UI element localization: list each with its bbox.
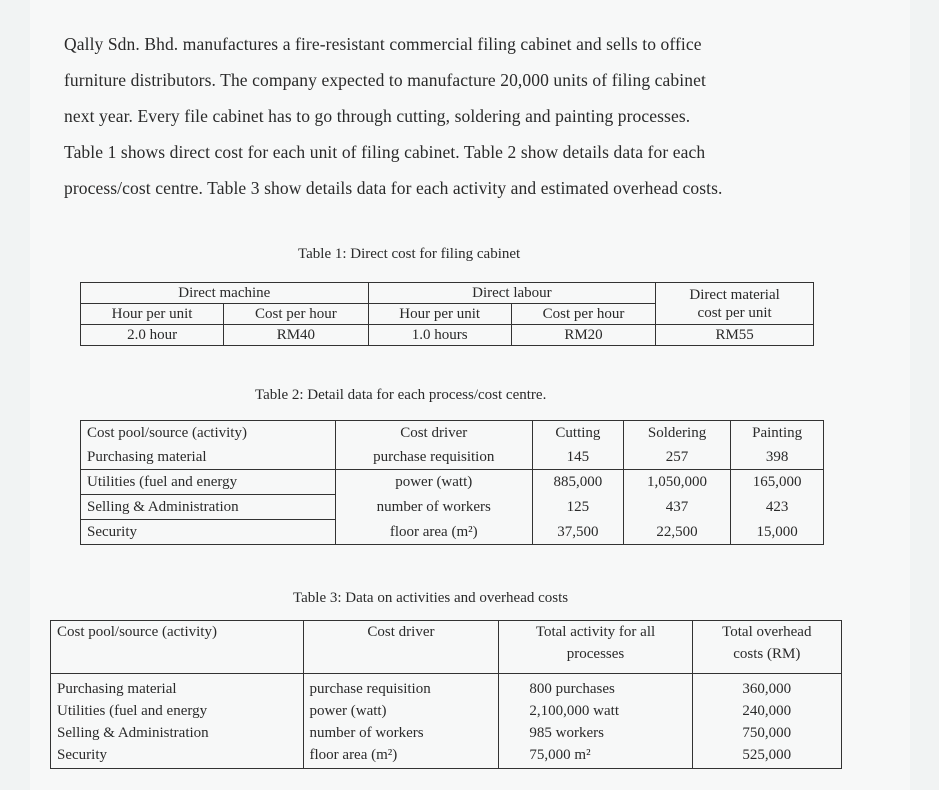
table-row [51, 674, 842, 769]
table1-cell: 1.0 hours [368, 325, 511, 346]
table2-cell: 423 [731, 495, 824, 520]
table2-cell: purchase requisition [335, 445, 532, 470]
table3-cell: 360,000 [742, 681, 792, 697]
table2-cell: 885,000 [532, 470, 623, 495]
table1-caption: Table 1: Direct cost for filing cabinet [298, 246, 521, 262]
table2-cell: 15,000 [731, 520, 824, 545]
table2-cell: 437 [623, 495, 730, 520]
intro-line: process/cost centre. Table 3 show details data for each activity and estimated overhead costs. [64, 178, 723, 198]
table2-header: Cost driver [335, 421, 532, 446]
table3-header: Cost pool/source (activity) [51, 621, 304, 674]
table1-group-header: Direct labour [368, 283, 656, 304]
table2-cell: 125 [532, 495, 623, 520]
table1-cell: RM40 [224, 325, 368, 346]
table1-group-header-material [656, 283, 814, 325]
table1-material-line: Direct material [689, 286, 780, 303]
table2-cell: 1,050,000 [623, 470, 730, 495]
table2-cell: Utilities (fuel and energy [81, 470, 336, 495]
table2-cell: floor area (m²) [335, 520, 532, 545]
table1-sub-header: Hour per unit [81, 304, 224, 325]
table2-process-data [80, 420, 824, 545]
table2-cell: Selling & Administration [81, 495, 336, 520]
table-header-row [81, 421, 824, 446]
intro-line: furniture distributors. The company expected to manufacture 20,000 units of filing cabinet [64, 70, 706, 90]
table3-cell: Security [57, 747, 107, 763]
table3-header-line: costs (RM) [733, 646, 801, 662]
table3-cell: Utilities (fuel and energy [57, 703, 208, 719]
intro-line: Qally Sdn. Bhd. manufactures a fire-resistant commercial filing cabinet and sells to office [64, 34, 702, 54]
table2-cell: 398 [731, 445, 824, 470]
table3-cell: 525,000 [742, 747, 792, 763]
table3-header: Cost driver [303, 621, 499, 674]
table3-header-activity [499, 621, 692, 674]
table2-cell: 37,500 [532, 520, 623, 545]
intro-paragraph [64, 26, 854, 206]
table1-sub-header: Cost per hour [224, 304, 368, 325]
table2-cell: number of workers [335, 495, 532, 520]
table-row [81, 495, 824, 520]
table3-cell: number of workers [309, 725, 424, 741]
table3-header-line: Total overhead [722, 624, 812, 640]
table3-cell: 800 purchases [529, 681, 615, 697]
table2-cell: 257 [623, 445, 730, 470]
table1-sub-header: Hour per unit [368, 304, 511, 325]
table3-activity-cell [499, 674, 692, 769]
table3-caption: Table 3: Data on activities and overhead costs [293, 590, 569, 606]
table1-group-header: Direct machine [81, 283, 369, 304]
table-row [81, 520, 824, 545]
table3-cell: 985 workers [529, 725, 604, 741]
table1-cell: 2.0 hour [81, 325, 224, 346]
table3-driver-cell [303, 674, 499, 769]
table1-material-line: cost per unit [697, 304, 772, 321]
table3-overhead-cell [692, 674, 841, 769]
table1-cell: RM55 [656, 325, 814, 346]
table2-header: Painting [731, 421, 824, 446]
table2-cell: power (watt) [335, 470, 532, 495]
table1-direct-cost [80, 282, 814, 346]
table3-cell: purchase requisition [309, 681, 431, 697]
table3-header-line: Total activity for all [535, 624, 656, 640]
table3-cell: 750,000 [742, 725, 792, 741]
intro-line: Table 1 shows direct cost for each unit of filing cabinet. Table 2 show details data for each [64, 142, 706, 162]
table1-sub-header: Cost per hour [511, 304, 655, 325]
table3-header-line: processes [566, 646, 625, 662]
table-header-row [51, 621, 842, 674]
table3-header-overhead [692, 621, 841, 674]
table-row [81, 470, 824, 495]
table2-caption: Table 2: Detail data for each process/cost centre. [255, 387, 547, 403]
table3-pool-cell [51, 674, 304, 769]
table2-header: Cutting [532, 421, 623, 446]
intro-line: next year. Every file cabinet has to go through cutting, soldering and painting processes. [64, 106, 691, 126]
table3-cell: 2,100,000 watt [529, 703, 619, 719]
table2-cell: 165,000 [731, 470, 824, 495]
table2-cell: Purchasing material [81, 445, 336, 470]
table3-cell: Selling & Administration [57, 725, 209, 741]
table3-cell: Purchasing material [57, 681, 177, 697]
table-row [81, 445, 824, 470]
table3-cell: floor area (m²) [309, 747, 398, 763]
table3-cell: 240,000 [742, 703, 792, 719]
table3-cell: power (watt) [309, 703, 387, 719]
table2-header: Cost pool/source (activity) [81, 421, 336, 446]
table3-overhead-costs [50, 620, 842, 769]
document-page [30, 0, 910, 790]
table2-cell: Security [81, 520, 336, 545]
table3-cell: 75,000 m² [529, 747, 591, 763]
table1-cell: RM20 [511, 325, 655, 346]
table2-header: Soldering [623, 421, 730, 446]
table2-cell: 22,500 [623, 520, 730, 545]
table2-cell: 145 [532, 445, 623, 470]
